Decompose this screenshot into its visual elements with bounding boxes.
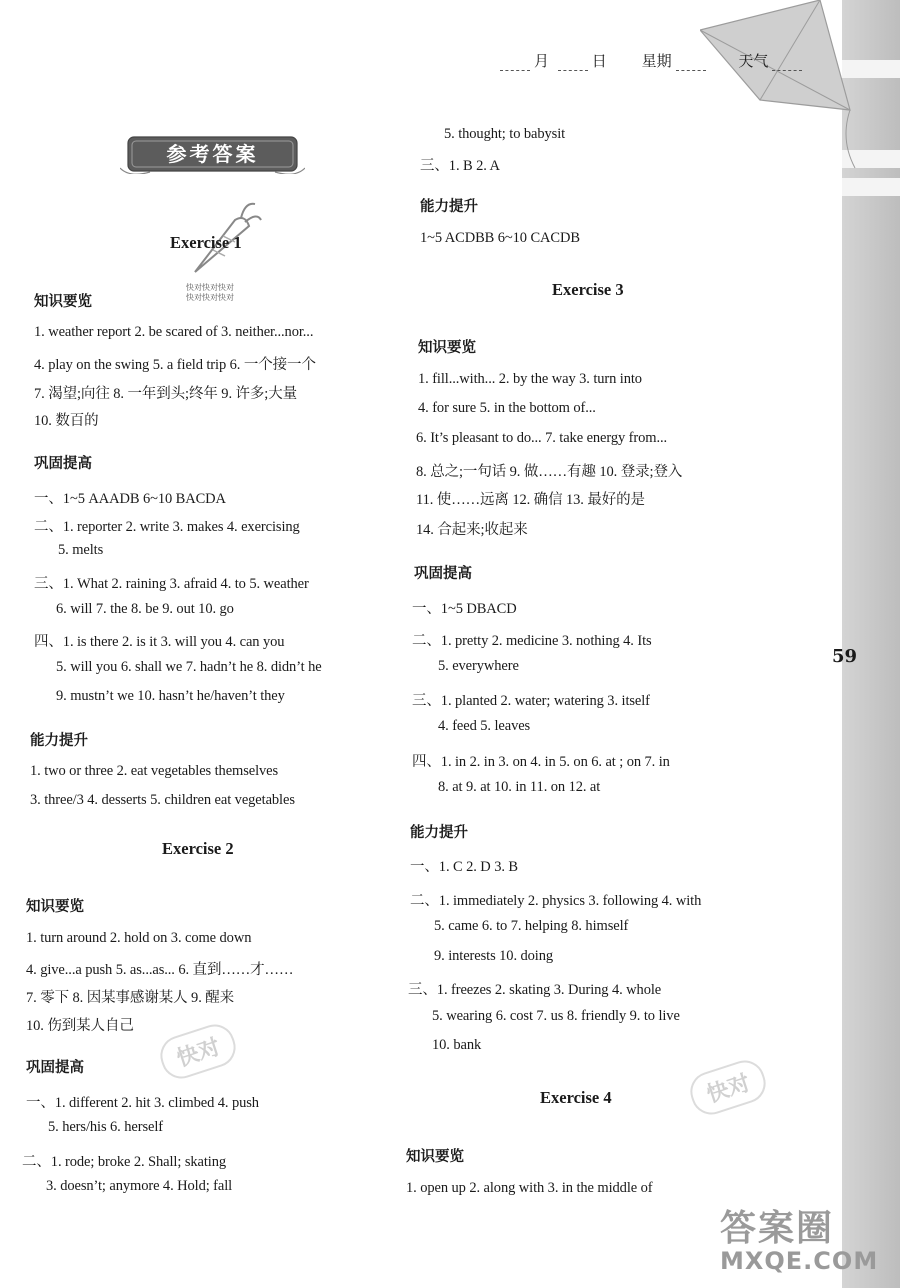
ex3-ability-line: 9. interests 10. doing (434, 948, 554, 964)
ex3-section-overview: 知识要览 (418, 340, 476, 356)
ex3-consolidate-line: 四、1. in 2. in 3. on 4. in 5. on 6. at ; on 7. in (412, 754, 670, 770)
ex3-overview-line: 11. 使……远离 12. 确信 13. 最好的是 (416, 492, 645, 508)
ex2-overview-line: 7. 零下 8. 因某事感谢某人 9. 醒来 (26, 990, 235, 1006)
ex2-overview-line: 4. give...a push 5. as...as... 6. 直到……才…… (26, 962, 294, 978)
ex3-overview-line: 1. fill...with... 2. by the way 3. turn into (418, 371, 642, 387)
ex1-overview-line: 7. 渴望;向往 8. 一年到头;终年 9. 许多;大量 (34, 386, 298, 402)
watermark: 快对 (155, 1019, 241, 1083)
day-label: 日 (591, 52, 607, 70)
ex2-consolidate-line: 一、1. different 2. hit 3. climbed 4. push (26, 1095, 259, 1111)
answer-key-banner (120, 134, 305, 174)
ex2-consolidate-line: 二、1. rode; broke 2. Shall; skating (22, 1154, 227, 1170)
ex3-section-ability: 能力提升 (410, 825, 468, 841)
ex4-overview-line: 1. open up 2. along with 3. in the middle of (406, 1180, 653, 1196)
corner-watermark: 答案圈 MXQE.COM (720, 1208, 879, 1275)
ex1-ability-line: 3. three/3 4. desserts 5. children eat vegetables (30, 792, 295, 808)
page-number: 59 (832, 646, 858, 667)
ex1-overview-line: 1. weather report 2. be scared of 3. neither...nor... (34, 324, 314, 340)
ex3-ability-line: 二、1. immediately 2. physics 3. following 4. with (410, 893, 702, 909)
ex3-ability-line: 5. wearing 6. cost 7. us 8. friendly 9. to live (432, 1008, 680, 1024)
ex2-overview-line: 10. 伤到某人自己 (26, 1018, 134, 1034)
sticker-text: 快对快对快对 快对快对快对 (186, 283, 234, 302)
kite-decoration (700, 0, 860, 170)
ex1-consolidate-line: 四、1. is there 2. is it 3. will you 4. can you (34, 634, 285, 650)
ex3-consolidate-line: 4. feed 5. leaves (438, 718, 531, 734)
ex3-section-consolidate: 巩固提高 (414, 566, 472, 582)
ex1-overview-line: 10. 数百的 (34, 413, 99, 429)
ex1-consolidate-line: 6. will 7. the 8. be 9. out 10. go (56, 601, 234, 617)
ex2-consolidate-line: 5. hers/his 6. herself (48, 1119, 163, 1135)
ex1-section-ability: 能力提升 (30, 733, 88, 749)
banner-title: 参考答案 (166, 142, 259, 166)
ex1-section-overview: 知识要览 (34, 294, 92, 310)
ex2-section-overview: 知识要览 (26, 899, 84, 915)
ex3-overview-line: 8. 总之;一句话 9. 做……有趣 10. 登录;登入 (416, 464, 683, 480)
exercise-4-title: Exercise 4 (540, 1088, 612, 1107)
page-side-strip (842, 0, 900, 1288)
ex2-overview-line: 1. turn around 2. hold on 3. come down (26, 930, 252, 946)
ex3-consolidate-line: 二、1. pretty 2. medicine 3. nothing 4. Its (412, 633, 652, 649)
ex2-continued-line: 5. thought; to babysit (444, 126, 566, 142)
ex1-consolidate-line: 一、1~5 AAADB 6~10 BACDA (34, 491, 226, 507)
ex3-ability-line: 一、1. C 2. D 3. B (410, 859, 518, 875)
ex3-ability-line: 10. bank (432, 1037, 482, 1053)
watermark: 快对 (685, 1055, 771, 1119)
ex1-consolidate-line: 二、1. reporter 2. write 3. makes 4. exercising (34, 519, 300, 535)
ex3-overview-line: 14. 合起来;收起来 (416, 522, 528, 538)
ex3-overview-line: 6. It’s pleasant to do... 7. take energy from... (416, 430, 668, 446)
exercise-2-title: Exercise 2 (162, 839, 234, 858)
ex1-consolidate-line: 5. melts (58, 542, 104, 558)
exercise-1-title: Exercise 1 (170, 233, 242, 252)
ex1-consolidate-line: 5. will you 6. shall we 7. hadn’t he 8. didn’t he (56, 659, 322, 675)
ex2-consolidate-line: 3. doesn’t; anymore 4. Hold; fall (46, 1178, 233, 1194)
ex3-consolidate-line: 三、1. planted 2. water; watering 3. itself (412, 693, 650, 709)
ex1-consolidate-line: 9. mustn’t we 10. hasn’t he/haven’t they (56, 688, 285, 704)
ex1-overview-line: 4. play on the swing 5. a field trip 6. 一个接一个 (34, 357, 316, 373)
ex2-section-ability: 能力提升 (420, 199, 478, 215)
ex1-section-consolidate: 巩固提高 (34, 456, 92, 472)
ex3-ability-line: 5. came 6. to 7. helping 8. himself (434, 918, 629, 934)
ex3-consolidate-line: 一、1~5 DBACD (412, 601, 517, 617)
ex1-consolidate-line: 三、1. What 2. raining 3. afraid 4. to 5. weather (34, 576, 309, 592)
ex3-consolidate-line: 8. at 9. at 10. in 11. on 12. at (438, 779, 601, 795)
exercise-3-title: Exercise 3 (552, 280, 624, 299)
ex3-overview-line: 4. for sure 5. in the bottom of... (418, 400, 596, 416)
date-header (500, 50, 806, 71)
ex3-ability-line: 三、1. freezes 2. skating 3. During 4. whole (408, 982, 662, 998)
ex3-consolidate-line: 5. everywhere (438, 658, 519, 674)
weekday-label: 星期 (641, 52, 672, 70)
ex2-ability-line: 1~5 ACDBB 6~10 CACDB (420, 230, 580, 246)
month-label: 月 (534, 52, 550, 70)
ex4-section-overview: 知识要览 (406, 1149, 464, 1165)
ex2-section-consolidate: 巩固提高 (26, 1060, 84, 1076)
ex2-continued-line: 三、1. B 2. A (420, 158, 500, 174)
weather-label: 天气 (738, 52, 769, 70)
ex1-ability-line: 1. two or three 2. eat vegetables themselves (30, 763, 279, 779)
